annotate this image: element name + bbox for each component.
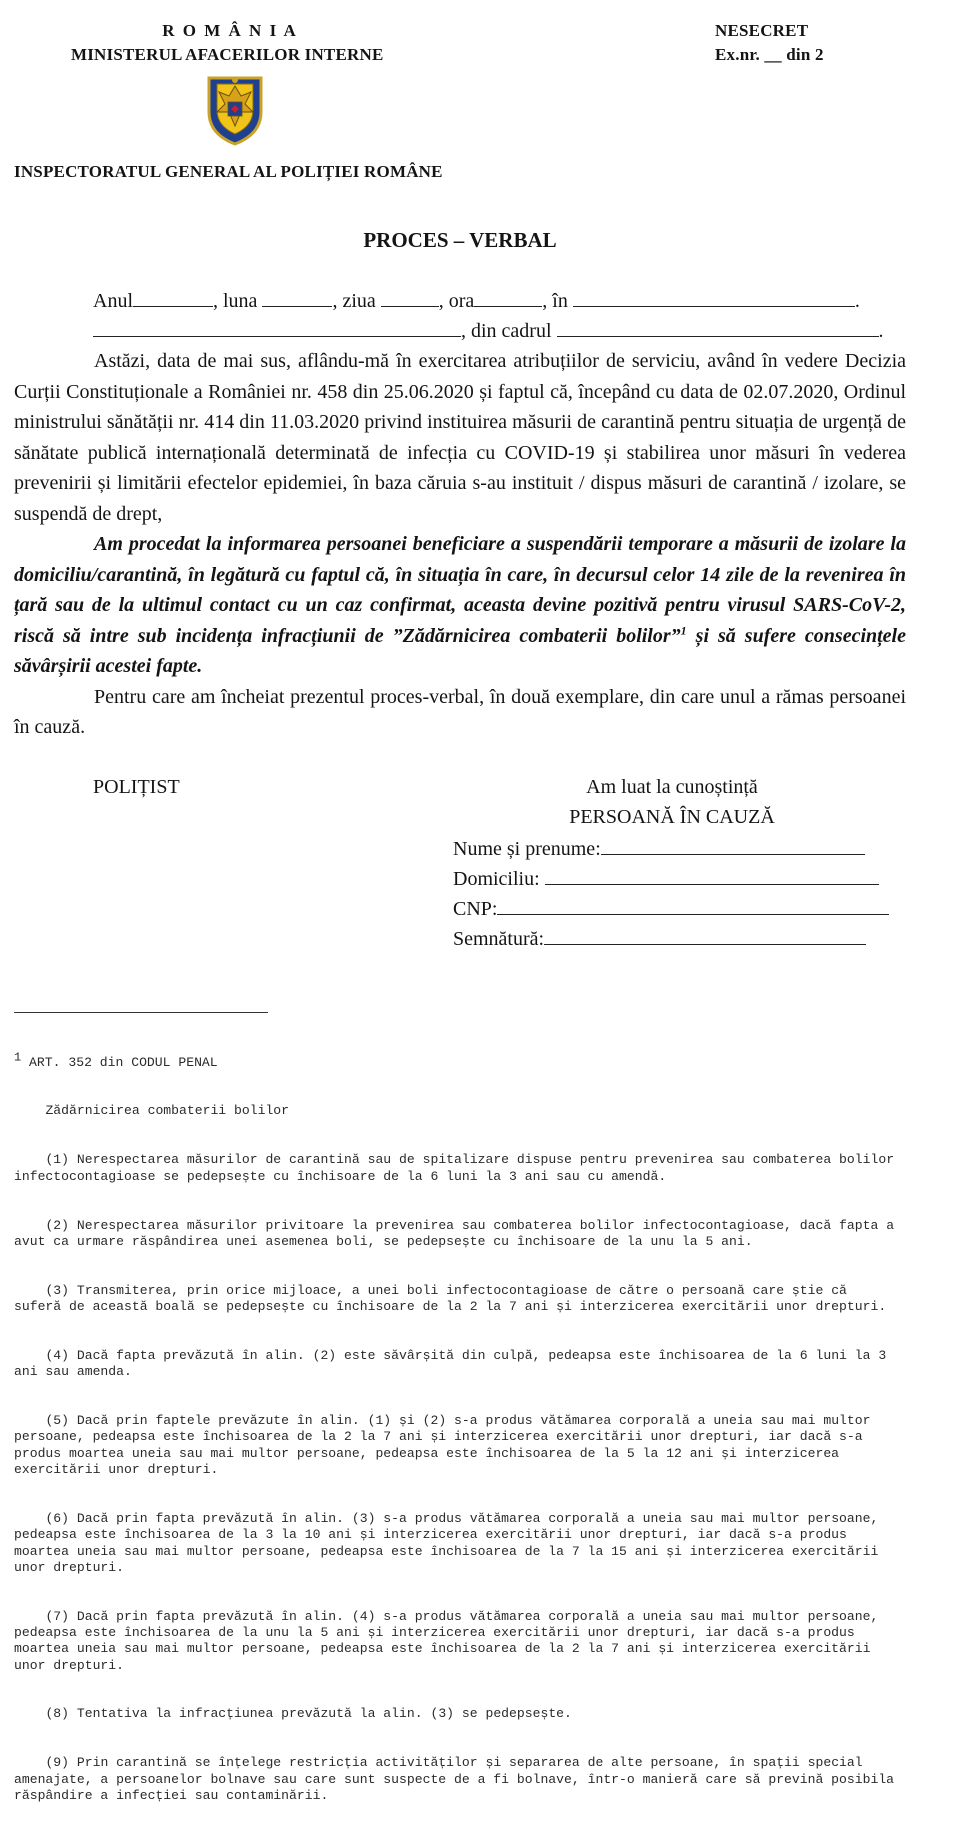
notification-text: Am procedat la informarea persoanei beneficiare a suspendării temporare a măsurii de izolare la domiciliu/carantină, în legătură cu faptul că, în situația în care, în decursul celor 14 zile de la revenirea în țară sau de la ultimul contact cu un caz confirmat, aceasta devine pozitivă pentru virusul SARS-CoV-2, riscă să intre sub incidența infracțiunii de ”Zădărnicirea combaterii bolilor” bbox=[14, 533, 906, 647]
footnote-para-6: (6) Dacă prin fapta prevăzută în alin. (3) s-a produs vătămarea corporală a uneia sau mai multor persoane, pedeapsa este închisoarea de la 3 la 10 ani și interzicerea exercitării unor drepturi, iar dacă s-a produs moartea uneia sau mai multor persoane, pedeapsa este închisoarea de la 7 la 15 ani și interzicerea exercitării unor drepturi. bbox=[14, 1510, 887, 1575]
paragraph-notification bbox=[14, 529, 906, 682]
coat-of-arms-emblem bbox=[197, 72, 273, 148]
domicile-field[interactable] bbox=[545, 866, 879, 885]
footnote-divider bbox=[14, 1012, 268, 1013]
page-title: PROCES – VERBAL bbox=[363, 228, 557, 252]
name-field[interactable] bbox=[601, 836, 865, 855]
day-field[interactable] bbox=[381, 288, 439, 307]
copy-number-label: Ex.nr. __ din 2 bbox=[715, 45, 824, 64]
form-line-unit bbox=[93, 316, 913, 346]
footnote-para-1: (1) Nerespectarea măsurilor de carantină sau de spitalizare dispuse pentru prevenirea sau combaterea bolilor infectocontagioase se pedepsește cu închisoare de la 6 luni la 3 ani sau cu amendă. bbox=[14, 1152, 902, 1184]
cnp-row bbox=[453, 894, 889, 924]
paragraph-legal-basis: Astăzi, data de mai sus, aflându-mă în exercitarea atribuțiilor de serviciu, având în vedere Decizia Curții Constituționale a României nr. 458 din 25.06.2020 și faptul că, începând cu data de 02.07.2020, Ordinul ministrului sănătății nr. 414 din 11.03.2020 privind instituirea măsurii de carantină pentru situația de urgență de sănătate publică internațională determinată de infecția cu COVID-19 și stabilirea unor măsuri în vederea prevenirii și limitării efectelor epidemiei, în baza căruia s-au instituit / dispus măsuri de carantină / izolare, se suspendă de drept, bbox=[14, 350, 906, 525]
footnote-marker: 1 bbox=[14, 1050, 22, 1065]
inspectorate-heading: INSPECTORATUL GENERAL AL POLIȚIEI ROMÂNE bbox=[14, 162, 443, 181]
footnote-heading: Zădărnicirea combaterii bolilor bbox=[14, 1103, 290, 1119]
domicile-label: Domiciliu: bbox=[453, 868, 540, 890]
cnp-label: CNP: bbox=[453, 898, 498, 920]
hour-label: , ora bbox=[438, 290, 475, 312]
footnote-para-5: (5) Dacă prin faptele prevăzute în alin. (1) și (2) s-a produs vătămarea corporală a uneia sau mai multor persoane, pedeapsa este închisoarea de la 2 la 7 ani și interzicerea exercitării unor drepturi, iar dacă s-a produs moartea uneia sau mai multor persoane, pedeapsa este închisoarea de la 5 la 12 ani și interzicerea exercitării unor drepturi. bbox=[14, 1413, 879, 1478]
footnote-ref: ART. 352 din CODUL PENAL bbox=[21, 1054, 218, 1070]
officer-name-field[interactable] bbox=[93, 318, 461, 337]
classification-label: NESECRET bbox=[715, 21, 809, 40]
notification-text-end: și să sufere consecințele săvârșirii acestei fapte. bbox=[14, 624, 906, 677]
unit-field[interactable] bbox=[557, 318, 879, 337]
day-label: , ziua bbox=[332, 290, 376, 312]
footnote-para-9: (9) Prin carantină se înțelege restricția activităților și separarea de alte persoane, în spații special amenajate, a persoanelor bolnave sau care sunt suspecte de a fi bolnave, într-o manieră care să prevină posibila răspândire a infecției sau contaminării. bbox=[14, 1755, 902, 1803]
acknowledged-label: Am luat la cunoștință bbox=[586, 776, 758, 798]
footnote-reference: 1 bbox=[680, 622, 687, 637]
month-field[interactable] bbox=[262, 288, 332, 307]
footnote-ref-line bbox=[14, 1050, 896, 1071]
hour-field[interactable] bbox=[474, 288, 542, 307]
domicile-row bbox=[453, 864, 879, 894]
unit-label: , din cadrul bbox=[461, 320, 552, 342]
name-label: Nume și prenume: bbox=[453, 838, 601, 860]
line-end: . bbox=[878, 320, 884, 342]
place-field[interactable] bbox=[573, 288, 855, 307]
country-heading: R O M Â N I A bbox=[162, 21, 298, 40]
paragraph-closing: Pentru care am încheiat prezentul proces-verbal, în două exemplare, din care unul a rămas persoanei în cauză. bbox=[14, 685, 906, 738]
ministry-heading: MINISTERUL AFACERILOR INTERNE bbox=[71, 45, 384, 64]
month-label: , luna bbox=[213, 290, 258, 312]
place-label: , în bbox=[542, 290, 568, 312]
footnote-para-7: (7) Dacă prin fapta prevăzută în alin. (4) s-a produs vătămarea corporală a uneia sau mai multor persoane, pedeapsa este închisoarea de la unu la 5 ani și interzicerea exercitării unor drepturi, iar dacă s-a produs moartea uneia sau mai multor persoane, pedeapsa este închisoarea de la 2 la 7 ani și interzicerea exercitării unor drepturi. bbox=[14, 1608, 887, 1673]
signature-field[interactable] bbox=[544, 926, 866, 945]
footnote-para-2: (2) Nerespectarea măsurilor privitoare la prevenirea sau combaterea bolilor infectocontagioase, dacă fapta a avut ca urmare răspândirea unei asemenea boli, se pedepsește cu închisoare de la unu la 5 ani. bbox=[14, 1217, 902, 1249]
coat-of-arms-icon bbox=[197, 72, 273, 148]
form-line-date bbox=[93, 286, 913, 316]
signature-label: Semnătură: bbox=[453, 928, 545, 950]
year-label: Anul bbox=[93, 290, 133, 312]
footnote-para-8: (8) Tentativa la infracțiunea prevăzută la alin. (3) se pedepsește. bbox=[14, 1706, 572, 1722]
year-field[interactable] bbox=[133, 288, 213, 307]
officer-label: POLIȚIST bbox=[93, 776, 180, 798]
line-end: . bbox=[854, 290, 860, 312]
person-concerned-label: PERSOANĂ ÎN CAUZĂ bbox=[569, 806, 775, 828]
footnote-para-4: (4) Dacă fapta prevăzută în alin. (2) este săvârșită din culpă, pedeapsa este închisoarea de la 6 luni la 3 ani sau amenda. bbox=[14, 1347, 895, 1380]
footnote-para-3: (3) Transmiterea, prin orice mijloace, a unei boli infectocontagioase de către o persoană care știe că suferă de această boală se pedepsește cu închisoare de la 2 la 7 ani și interzicerea exercitării unor drepturi. bbox=[14, 1282, 887, 1315]
signature-row bbox=[453, 924, 866, 954]
footnote bbox=[14, 1022, 902, 1821]
cnp-field[interactable] bbox=[497, 896, 889, 915]
name-row bbox=[453, 834, 865, 864]
document-body bbox=[14, 346, 906, 743]
